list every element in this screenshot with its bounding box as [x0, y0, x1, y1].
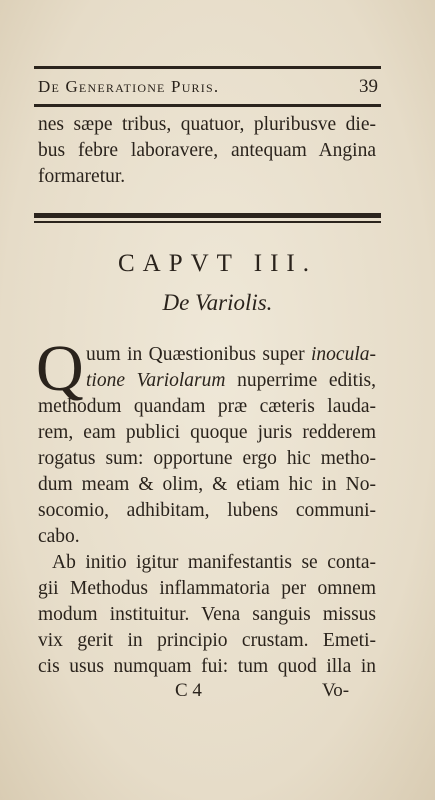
- catchword: Vo-: [322, 680, 350, 701]
- text-run: nuperrime editis,: [225, 370, 376, 391]
- chapter-subtitle: De Variolis.: [162, 290, 273, 315]
- text-line: Ab initio igitur manifestantis se conta-: [52, 552, 376, 573]
- text-line: vix gerit in principio crustam. Emeti-: [38, 630, 376, 651]
- text-line: nes sæpe tribus, quatuor, pluribusve die-: [38, 114, 376, 135]
- drop-cap: Q: [36, 332, 84, 405]
- text-line: socomio, adhibitam, lubens communi-: [38, 500, 376, 521]
- running-header: [38, 72, 378, 102]
- text-line: methodum quandam præ cæteris lauda-: [38, 396, 376, 417]
- page-number: 39: [359, 76, 378, 97]
- signature-mark: C 4: [175, 680, 202, 701]
- header-rule-top: [34, 66, 381, 69]
- text-run-italic: tione Variolarum: [86, 370, 226, 391]
- text-line: rem, eam publici quoque juris redderem: [38, 422, 376, 443]
- text-line: [86, 368, 376, 394]
- running-title: De Generatione Puris.: [38, 77, 220, 96]
- section-rule-thin: [34, 221, 381, 223]
- text-line: rogatus sum: opportune ergo hic metho-: [38, 448, 376, 469]
- text-line: [86, 342, 376, 368]
- header-rule-bottom: [34, 104, 381, 107]
- text-run-italic: inocula-: [311, 344, 376, 365]
- text-line: gii Methodus inflammatoria per omnem: [38, 578, 376, 599]
- text-line: modum instituitur. Vena sanguis missus: [38, 604, 376, 625]
- section-rule-thick: [34, 213, 381, 218]
- text-line: formaretur.: [38, 166, 126, 187]
- text-run: uum in Quæstionibus super: [86, 344, 312, 365]
- page-footer: [0, 680, 435, 708]
- chapter-title: CAPVT III.: [118, 250, 317, 277]
- text-line: cabo.: [38, 526, 80, 547]
- text-line: bus febre laboravere, antequam Angina: [38, 140, 376, 161]
- text-line: dum meam & olim, & etiam hic in No-: [38, 474, 376, 495]
- text-line: cis usus numquam fui: tum quod illa in: [38, 656, 376, 677]
